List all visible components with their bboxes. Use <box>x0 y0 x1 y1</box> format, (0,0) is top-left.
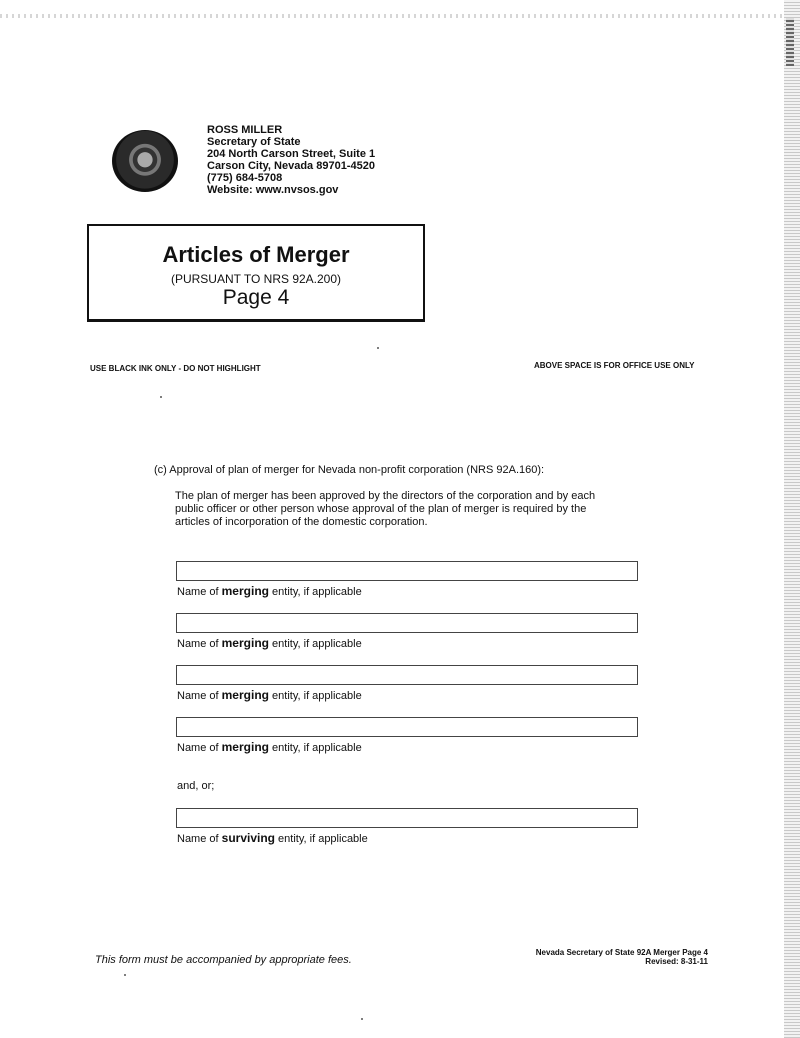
office-use-notice: ABOVE SPACE IS FOR OFFICE USE ONLY <box>534 361 695 370</box>
paragraph-line: The plan of merger has been approved by the directors of the corporation and by each <box>175 490 596 502</box>
state-seal-icon <box>112 130 178 192</box>
scan-speck <box>160 396 162 398</box>
issuer-block <box>207 124 375 196</box>
issuer-phone: (775) 684-5708 <box>207 172 283 184</box>
issuer-name: ROSS MILLER <box>207 124 283 136</box>
merging-entity-label: Name of merging entity, if applicable <box>177 636 362 650</box>
form-subtitle: (PURSUANT TO NRS 92A.200) <box>170 272 342 286</box>
and-or-connector: and, or; <box>177 780 215 792</box>
merging-entity-field[interactable] <box>176 717 638 737</box>
paragraph-line: public officer or other person whose approval of the plan of merger is required by the <box>175 503 587 515</box>
title-box <box>87 224 425 322</box>
form-revision <box>480 948 708 966</box>
ink-notice: USE BLACK INK ONLY - DO NOT HIGHLIGHT <box>90 364 261 373</box>
fees-notice: This form must be accompanied by appropriate fees. <box>95 954 352 966</box>
merging-entity-field[interactable] <box>176 561 638 581</box>
scan-speck <box>361 1018 363 1020</box>
surviving-entity-field[interactable] <box>176 808 638 828</box>
scan-speck <box>377 347 379 349</box>
scan-edge-mark <box>786 18 794 66</box>
section-heading: (c) Approval of plan of merger for Nevada non-profit corporation (NRS 92A.160): <box>154 464 545 476</box>
revision-date: Revised: 8-31-11 <box>645 957 708 966</box>
form-id: Nevada Secretary of State 92A Merger Page 4 <box>535 948 708 957</box>
merging-entity-label: Name of merging entity, if applicable <box>177 740 362 754</box>
scan-edge-top <box>0 14 800 18</box>
paragraph-line: articles of incorporation of the domestic corporation. <box>175 516 428 528</box>
surviving-entity-label: Name of surviving entity, if applicable <box>177 831 368 845</box>
form-title: Articles of Merger <box>162 242 350 267</box>
scan-speck <box>124 974 126 976</box>
page-number: Page 4 <box>222 286 290 309</box>
scan-edge-right <box>784 0 800 1038</box>
section-paragraph <box>175 490 625 529</box>
merging-entity-label: Name of merging entity, if applicable <box>177 688 362 702</box>
merging-entity-field[interactable] <box>176 665 638 685</box>
issuer-city: Carson City, Nevada 89701-4520 <box>207 160 375 172</box>
issuer-website: Website: www.nvsos.gov <box>207 184 339 196</box>
issuer-office: Secretary of State <box>207 136 301 148</box>
merging-entity-label: Name of merging entity, if applicable <box>177 584 362 598</box>
issuer-street: 204 North Carson Street, Suite 1 <box>207 148 376 160</box>
merging-entity-field[interactable] <box>176 613 638 633</box>
